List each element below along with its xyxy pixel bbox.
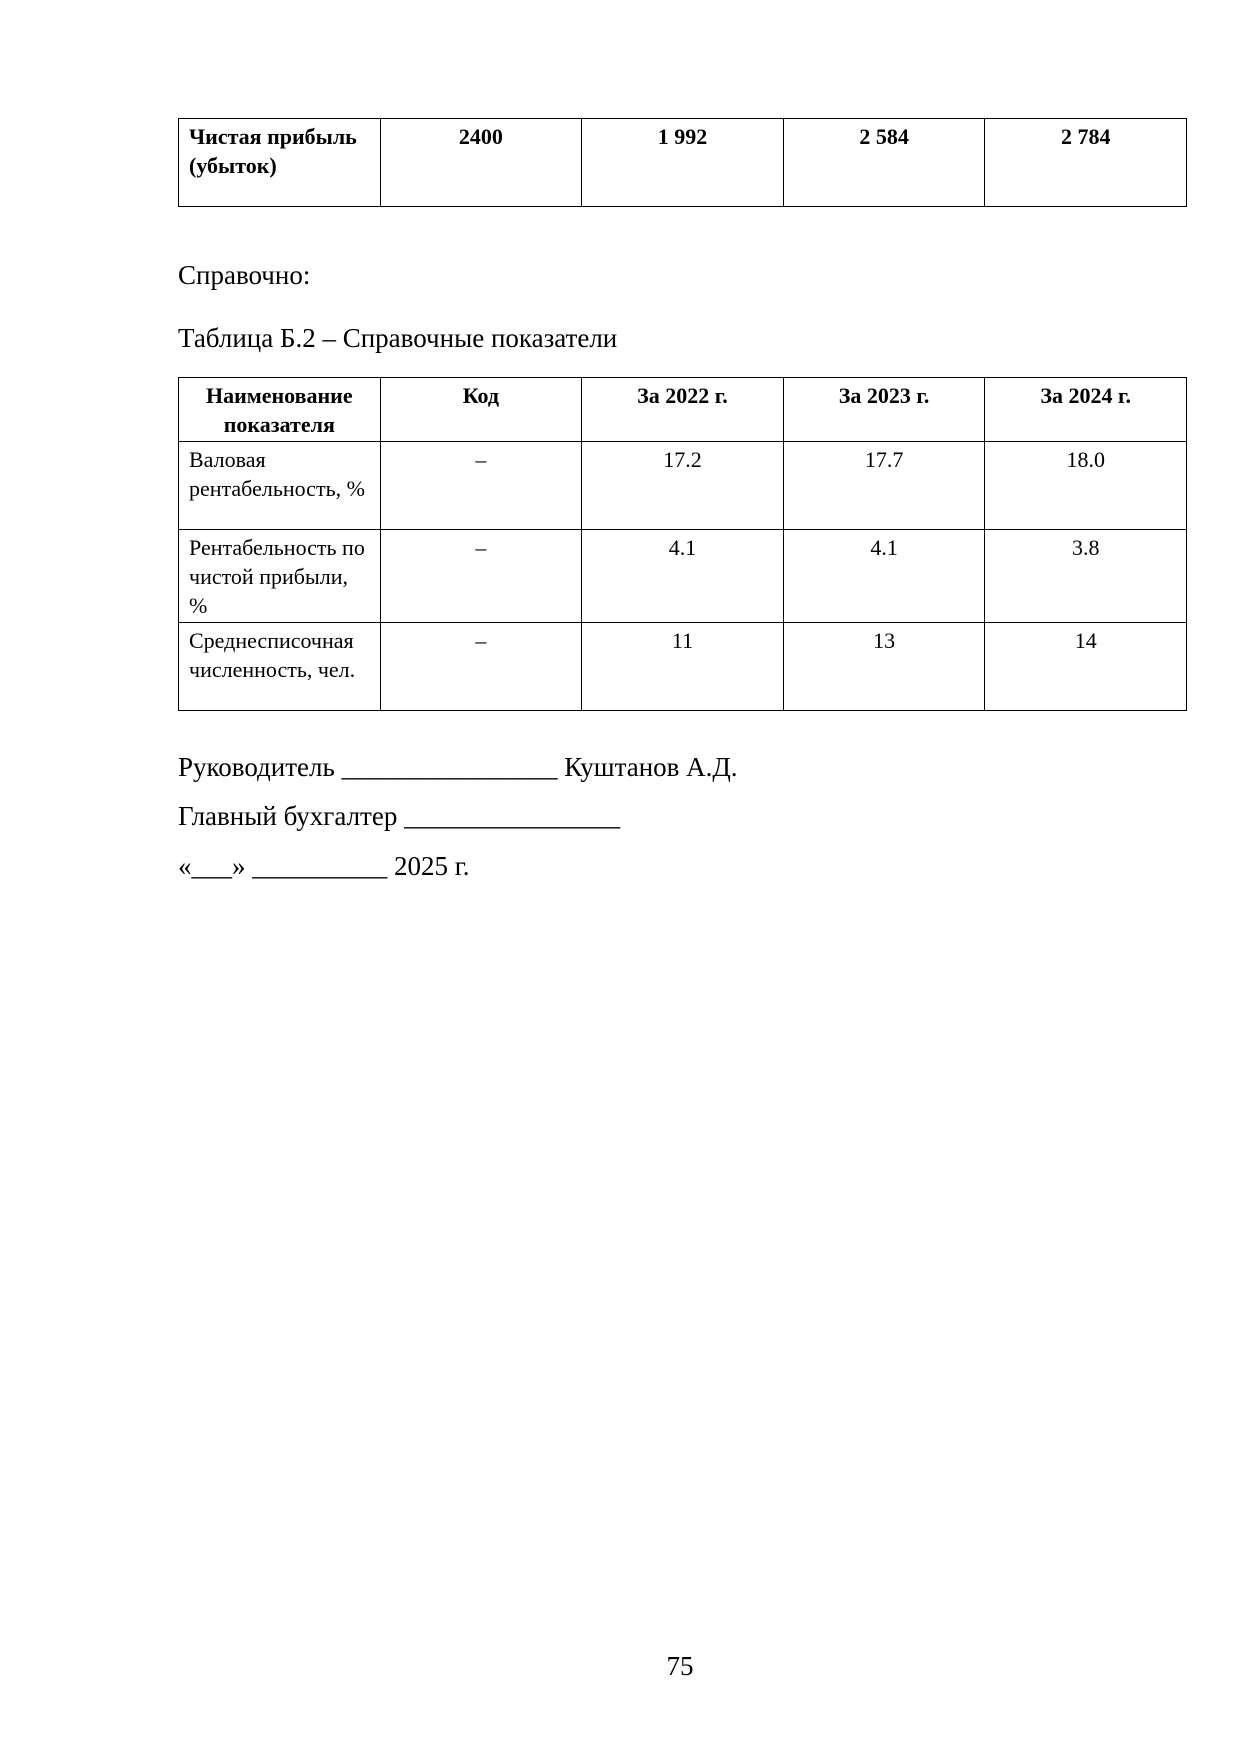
table-header-row	[179, 378, 1187, 442]
table-cell: –	[380, 623, 582, 711]
table-cell: 2 784	[985, 119, 1187, 207]
table-cell: 14	[985, 623, 1187, 711]
row-label: Валовая рентабельность, %	[179, 442, 381, 530]
table-cell: 1 992	[582, 119, 784, 207]
table-cell: 4.1	[783, 530, 985, 623]
column-header: За 2022 г.	[582, 378, 784, 442]
table-row	[179, 530, 1187, 623]
table-cell: 13	[783, 623, 985, 711]
page-number: 75	[666, 1651, 694, 1681]
net-profit-table	[178, 118, 1187, 207]
table-cell: 17.7	[783, 442, 985, 530]
table-cell: 4.1	[582, 530, 784, 623]
table-cell: 3.8	[985, 530, 1187, 623]
table-cell: 18.0	[985, 442, 1187, 530]
reference-note: Справочно:	[178, 260, 311, 290]
column-header: Код	[380, 378, 582, 442]
table-cell: –	[380, 442, 582, 530]
row-label: Чистая прибыль (убыток)	[179, 119, 381, 207]
table-cell: 2400	[380, 119, 582, 207]
column-header: За 2023 г.	[783, 378, 985, 442]
accountant-signature-line: Главный бухгалтер ________________	[178, 801, 621, 831]
table-row	[179, 442, 1187, 530]
table-cell: 17.2	[582, 442, 784, 530]
row-label: Рентабельность по чистой прибыли, %	[179, 530, 381, 623]
table-cell: –	[380, 530, 582, 623]
signature-date-line: «___» __________ 2025 г.	[178, 851, 470, 881]
table-cell: 11	[582, 623, 784, 711]
table-caption: Таблица Б.2 – Справочные показатели	[178, 323, 618, 353]
row-label: Среднесписочная численность, чел.	[179, 623, 381, 711]
director-signature-line: Руководитель ________________ Куштанов А.Д.	[178, 752, 738, 782]
table-row	[179, 119, 1187, 207]
column-header: Наименование показателя	[179, 378, 381, 442]
reference-indicators-table	[178, 377, 1187, 711]
table-row	[179, 623, 1187, 711]
column-header: За 2024 г.	[985, 378, 1187, 442]
table-cell: 2 584	[783, 119, 985, 207]
